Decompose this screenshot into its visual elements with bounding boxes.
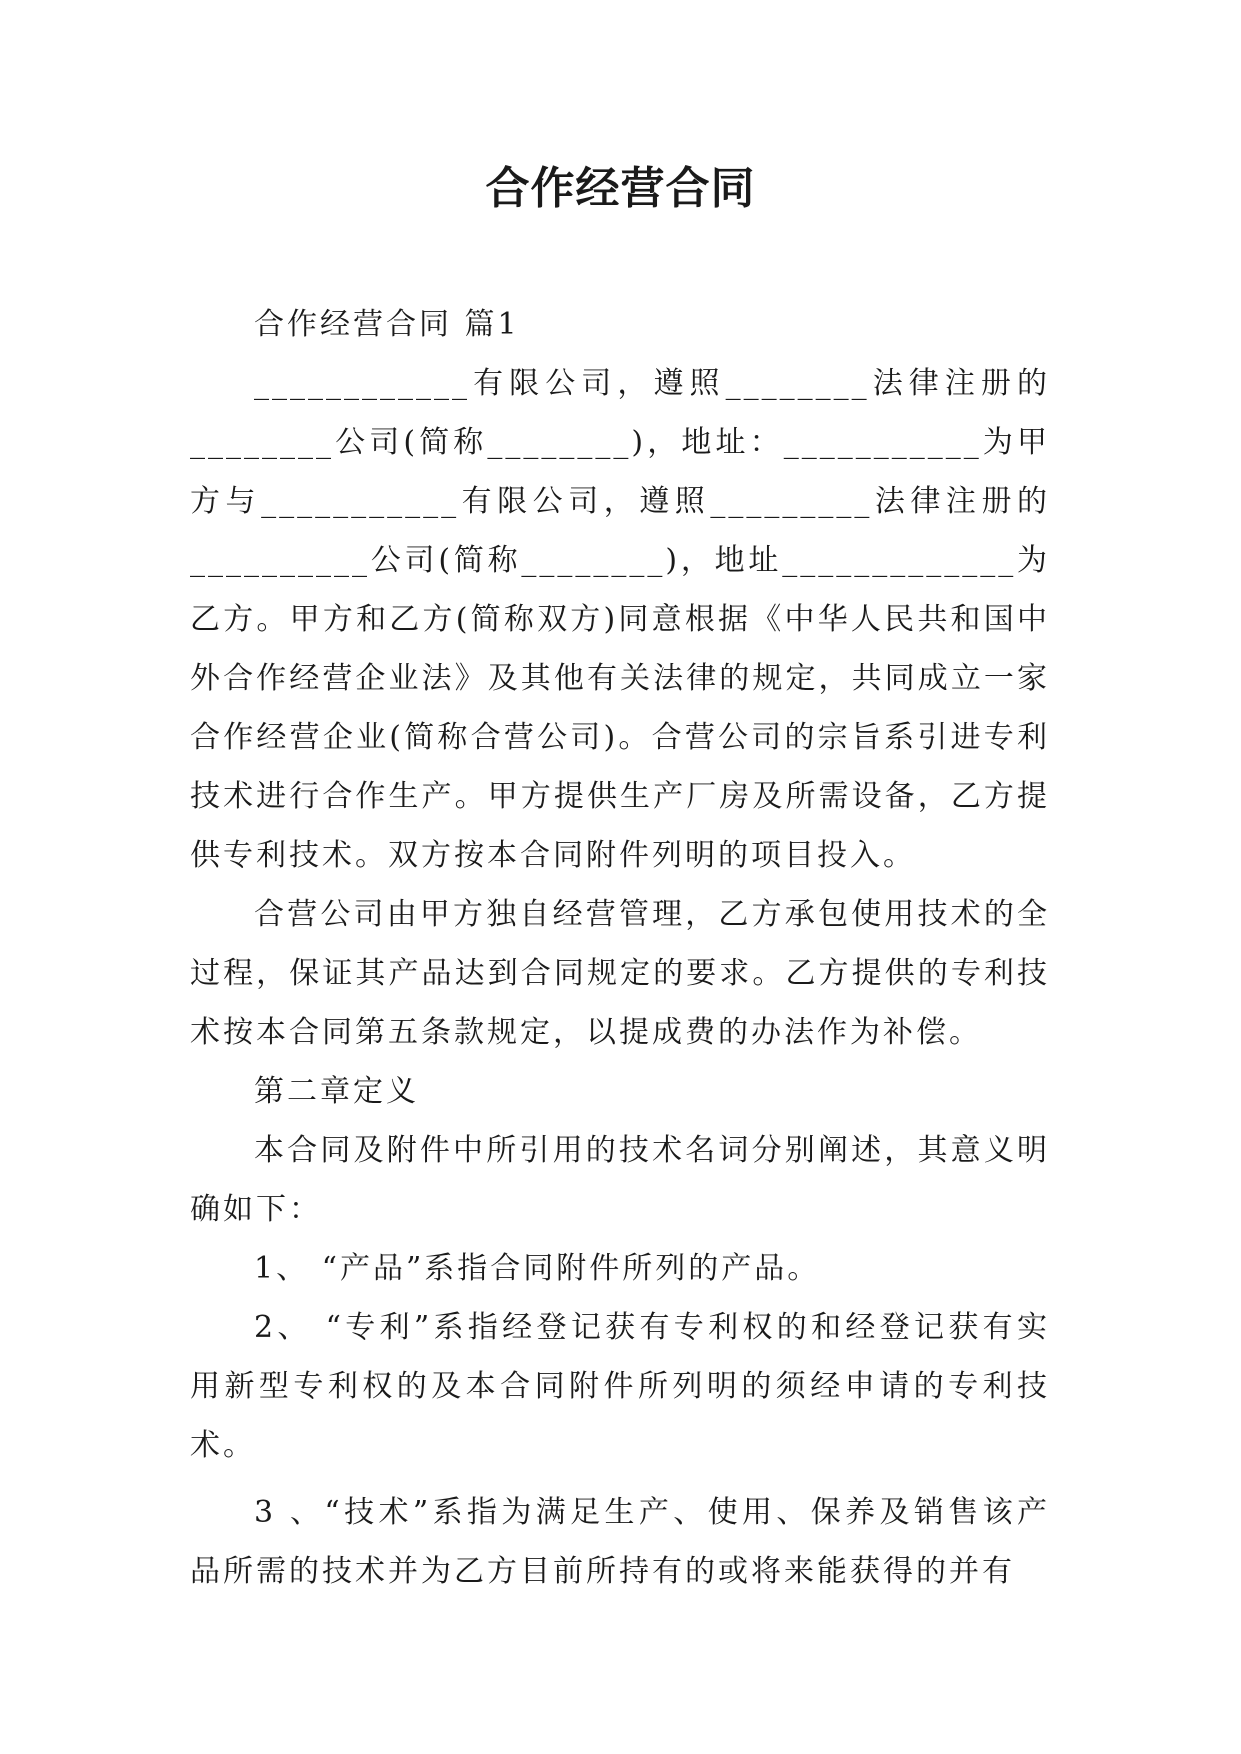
paragraph-definitions-intro: 本合同及附件中所引用的技术名词分别阐述，其意义明确如下： xyxy=(190,1133,1050,1227)
chapter-heading: 第二章定义 xyxy=(254,1074,419,1109)
document-title: 合作经营合同 xyxy=(485,163,756,214)
section-heading: 合作经营合同 篇1 xyxy=(254,307,520,342)
definition-item-2: 2、 “专利”系指经登记获有专利权的和经登记获有实用新型专利权的及本合同附件所列明的须经申请的专利技术。 xyxy=(190,1310,1050,1463)
definition-item-3: 3 、“技术”系指为满足生产、使用、保养及销售该产品所需的技术并为乙方目前所持有的或将来能获得的并有 xyxy=(190,1495,1050,1589)
document-body xyxy=(190,295,1050,1601)
paragraph-management: 合营公司由甲方独自经营管理，乙方承包使用技术的全过程，保证其产品达到合同规定的要求。乙方提供的专利技术按本合同第五条款规定，以提成费的办法作为补偿。 xyxy=(190,897,1050,1050)
paragraph-parties: ____________有限公司，遵照________法律注册的________公司(简称________)，地址：___________为甲方与___________有限公司，遵照_________法律注册的__________公司(简称________)，地址_____________为乙方。甲方和乙方(简称双方)同意根据《中华人民共和国中外合作经营企业法》及其他有关法律的规定，共同成立一家合作经营企业(简称合营公司)。合营公司的宗旨系引进专利技术进行合作生产。甲方提供生产厂房及所需设备，乙方提供专利技术。双方按本合同附件列明的项目投入。 xyxy=(190,366,1050,873)
definition-item-1: 1、 “产品”系指合同附件所列的产品。 xyxy=(254,1251,821,1286)
